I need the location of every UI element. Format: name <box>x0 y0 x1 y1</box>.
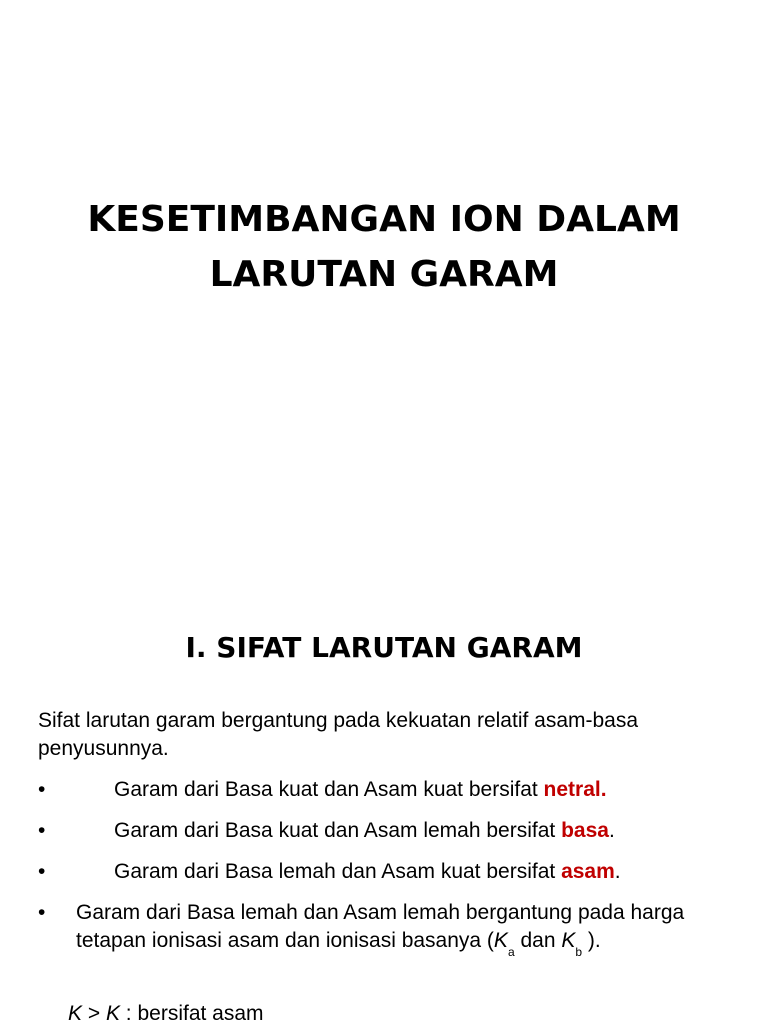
bullet-dot: • <box>38 901 46 924</box>
slide-title-line-1: KESETIMBANGAN ION DALAM <box>87 199 681 240</box>
bullet-highlight: basa <box>561 819 609 842</box>
slide-title <box>0 192 768 302</box>
bullet-highlight: asam <box>561 860 615 883</box>
formula-text: : bersifat asam <box>119 1002 264 1025</box>
bullet-text <box>76 899 736 957</box>
bullet-end: ). <box>582 929 601 952</box>
bullet-highlight: netral. <box>543 778 607 801</box>
bullet-label: Garam dari Basa lemah dan Asam lemah bergantung pada harga tetapan ionisasi asam dan ionisasi basanya ( <box>76 901 685 952</box>
formula-k2: K <box>105 1002 120 1025</box>
bullet-text <box>114 776 607 804</box>
ka-symbol: K <box>493 929 508 952</box>
bullet-label: Garam dari Basa lemah dan Asam kuat bersifat <box>114 860 562 883</box>
section-heading: I. SIFAT LARUTAN GARAM <box>185 631 583 664</box>
bullet-dot: • <box>38 778 46 801</box>
ka-subscript: a <box>507 945 515 959</box>
slide-title-line-2: LARUTAN GARAM <box>209 254 559 295</box>
intro-paragraph: Sifat larutan garam bergantung pada kekuatan relatif asam-basa penyusunnya. <box>38 709 639 760</box>
kb-symbol: K <box>561 929 576 952</box>
bullet-label: Garam dari Basa kuat dan Asam lemah bersifat <box>114 819 562 842</box>
conjunction: dan <box>514 929 562 952</box>
bullet-text <box>114 858 621 886</box>
formula-k1: K <box>68 1002 83 1025</box>
bullet-text <box>114 817 615 845</box>
bullet-dot: • <box>38 819 46 842</box>
bullet-dot: • <box>38 860 46 883</box>
formula-operator: > <box>82 1002 106 1025</box>
kb-subscript: b <box>575 945 583 959</box>
bullet-suffix: . <box>608 819 615 842</box>
bullet-suffix: . <box>614 860 621 883</box>
bullet-label: Garam dari Basa kuat dan Asam kuat bersifat <box>114 778 544 801</box>
